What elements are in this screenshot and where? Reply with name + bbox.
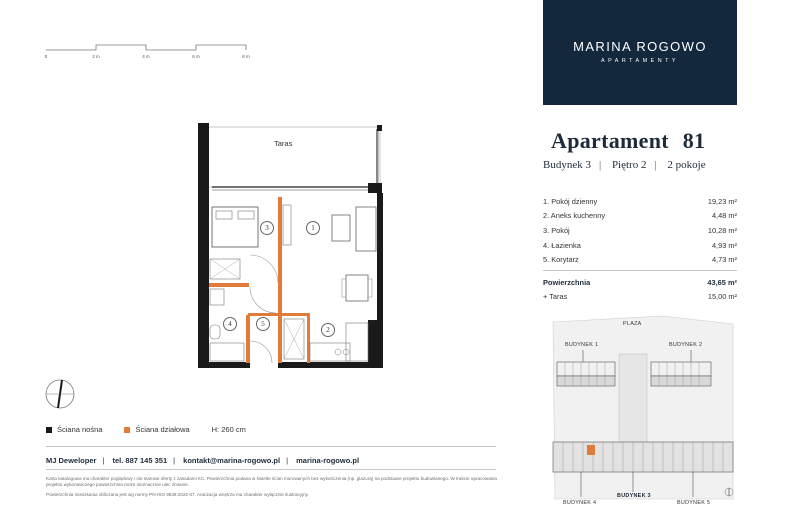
email-link[interactable]: kontakt@marina-rogowo.pl	[183, 456, 281, 465]
room-number-3: 3	[260, 221, 274, 235]
partition-wall-swatch	[124, 427, 130, 433]
brand-subtitle: APARTAMENTY	[600, 58, 680, 64]
divider-bottom	[46, 469, 496, 470]
apartment-title-text: Apartament	[551, 128, 669, 153]
scale-label-4: 4 m	[142, 54, 150, 59]
room-name: 4. Łazienka	[543, 240, 581, 250]
disclaimer-line-1: Karta katalogowa ma charakter poglądowy i nie stanowi oferty z zasadami KC. Powierzchnia podana w świetle ścian murowanych bez wykończenia (np. glazurą) na podstawie projektu budowlanego. W trakcie opracowania projektu wykonawczego powierzchnia może nieznacznie ulec zmianie.	[46, 476, 497, 488]
site-label-building-1: BUDYNEK 1	[565, 342, 599, 348]
room-name: 5. Korytarz	[543, 255, 579, 265]
room-name: 2. Aneks kuchenny	[543, 211, 606, 221]
brand-block	[543, 0, 737, 105]
apartment-rooms-count: 2 pokoje	[667, 159, 706, 171]
apartment-title	[551, 128, 705, 154]
totals-table	[543, 275, 737, 304]
table-row	[543, 238, 737, 253]
room-number-5: 5	[256, 317, 270, 331]
legend-height	[212, 425, 246, 434]
site-label-building-2: BUDYNEK 2	[669, 342, 703, 348]
room-number-4: 4	[223, 317, 237, 331]
room-number-2: 2	[321, 323, 335, 337]
site-label-plaza: PLAZA	[623, 321, 642, 327]
brand-name: MARINA ROGOWO	[573, 39, 707, 54]
totals-divider	[543, 270, 737, 271]
room-area: 4,93 m²	[711, 240, 737, 250]
room-area: 19,23 m²	[707, 196, 737, 206]
scale-bar	[40, 40, 270, 66]
floor-plan-drawing	[190, 115, 400, 375]
table-row	[543, 252, 737, 267]
ceiling-height-label: H: 260 cm	[211, 425, 246, 434]
room-area: 4,73 m²	[711, 255, 737, 265]
disclaimer	[46, 476, 506, 499]
site-label-building-5: BUDYNEK 5	[677, 500, 711, 506]
rooms-table	[543, 194, 737, 267]
room-name: 1. Pokój dzienny	[543, 196, 598, 206]
terrace-label: Taras	[274, 139, 293, 148]
site-map	[543, 314, 743, 514]
room-area: 10,28 m²	[707, 225, 737, 235]
legend-partition-wall	[124, 425, 189, 434]
apartment-number: 81	[682, 128, 706, 153]
site-label-building-4: BUDYNEK 4	[563, 500, 597, 506]
table-row	[543, 223, 737, 238]
legend-bearing-wall	[46, 425, 102, 434]
apartment-building: Budynek 3	[543, 159, 591, 171]
table-row	[543, 275, 737, 290]
website-link[interactable]: marina-rogowo.pl	[296, 456, 360, 465]
terrace-area-value: 15,00 m²	[707, 292, 737, 302]
scale-bar-graphic	[40, 40, 270, 54]
apartment-meta: Budynek 3 | Piętro 2 | 2 pokoje	[543, 159, 706, 171]
floor-plan	[190, 115, 400, 375]
contact-line: MJ Deweloper | tel. 887 145 351 | kontakt@marina-rogowo.pl | marina-rogowo.pl	[46, 456, 360, 465]
legend	[46, 425, 268, 434]
compass	[44, 378, 76, 410]
bearing-wall-label: Ściana nośna	[57, 425, 103, 434]
table-row	[543, 209, 737, 224]
room-name: 3. Pokój	[543, 225, 570, 235]
scale-label-6: 6 m	[192, 54, 200, 59]
site-label-building-3: BUDYNEK 3	[617, 493, 651, 499]
total-area-label: Powierzchnia	[543, 277, 591, 287]
compass-icon	[44, 378, 76, 410]
table-row	[543, 194, 737, 209]
scale-label-2: 2 m	[92, 54, 100, 59]
room-number-1: 1	[306, 221, 320, 235]
divider-top	[46, 446, 496, 447]
disclaimer-line-2: Powierzchnia mieszkania obliczana jest wg normy PN-ISO 9836:2022-07. Aranżacja wnętrza ma charakter wyłącznie ilustracyjny.	[46, 492, 309, 498]
scale-label-0: 0	[44, 54, 48, 59]
apartment-floor: Piętro 2	[611, 159, 647, 171]
bearing-wall-swatch	[46, 427, 52, 433]
total-area-value: 43,65 m²	[707, 277, 737, 287]
terrace-area-label: + Taras	[543, 292, 568, 302]
scale-label-8: 8 m	[242, 54, 250, 59]
table-row	[543, 290, 737, 305]
phone-link[interactable]: tel. 887 145 351	[112, 456, 168, 465]
apartment-location-marker	[587, 445, 595, 455]
room-area: 4,48 m²	[711, 211, 737, 221]
partition-wall-label: Ściana działowa	[135, 425, 190, 434]
developer-name: MJ Deweloper	[46, 456, 97, 465]
